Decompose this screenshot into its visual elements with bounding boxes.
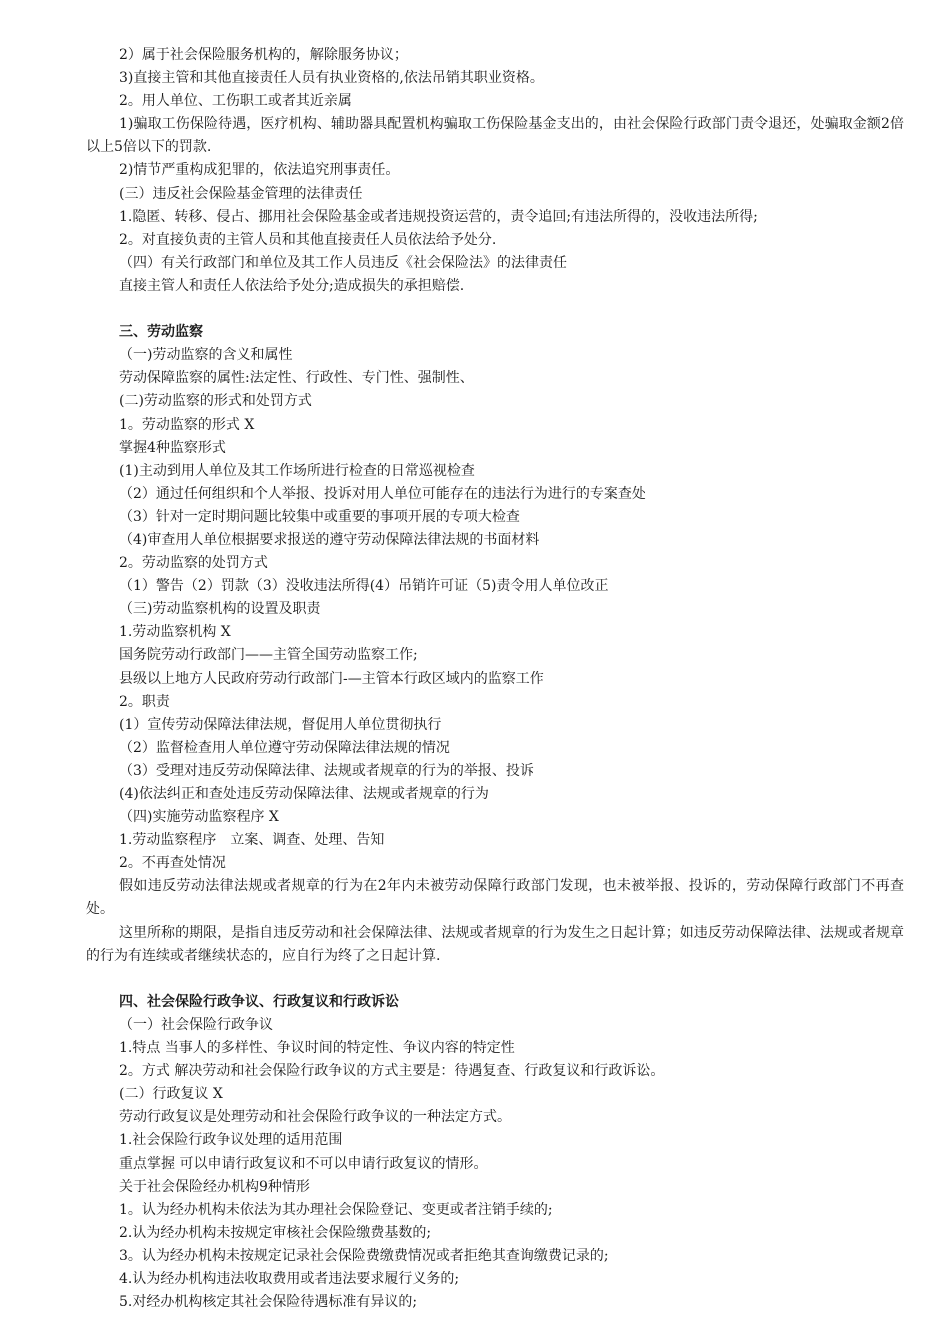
text-line: 1。认为经办机构未依法为其办理社会保险登记、变更或者注销手续的; [119, 1201, 553, 1218]
text-line: 2。对直接负责的主管人员和其他直接责任人员依法给予处分. [119, 231, 497, 248]
text-line: (三）违反社会保险基金管理的法律责任 [119, 185, 363, 202]
text-line: （2）通过任何组织和个人举报、投诉对用人单位可能存在的违法行为进行的专案查处 [119, 485, 646, 502]
text-line: (二）行政复议 X [119, 1086, 223, 1103]
text-line: 2。用人单位、工伤职工或者其近亲属 [119, 93, 352, 110]
text-line: (1）宣传劳动保障法律法规，督促用人单位贯彻执行 [119, 716, 442, 733]
text-line: 4.认为经办机构违法收取费用或者违法要求履行义务的; [119, 1270, 460, 1287]
text-line: （三)劳动监察机构的设置及职责 [119, 601, 321, 618]
text-line: 直接主管人和责任人依法给予处分;造成损失的承担赔偿. [119, 277, 465, 294]
text-line: 1。劳动监察的形式 X [119, 416, 255, 433]
text-line: 重点掌握 可以申请行政复议和不可以申请行政复议的情形。 [119, 1155, 488, 1172]
text-line: 掌握4种监察形式 [119, 439, 226, 456]
text-line: （一)劳动监察的含义和属性 [119, 347, 293, 364]
text-line: 1.劳动监察机构 X [119, 624, 231, 641]
text-line: （四）有关行政部门和单位及其工作人员违反《社会保险法》的法律责任 [119, 254, 567, 271]
text-line: (4)依法纠正和查处违反劳动保障法律、法规或者规章的行为 [119, 786, 489, 802]
text-line: 2）属于社会保险服务机构的，解除服务协议； [119, 47, 408, 63]
text-line: 2)情节严重构成犯罪的，依法追究刑事责任。 [119, 162, 400, 179]
text-line: 国务院劳动行政部门——主管全国劳动监察工作; [119, 647, 418, 664]
text-line: 1.劳动监察程序 立案、调查、处理、告知 [119, 832, 385, 849]
text-line: 2。方式 解决劳动和社会保险行政争议的方式主要是：待遇复查、行政复议和行政诉讼。 [119, 1063, 665, 1080]
text-paragraph: 这里所称的期限，是指自违反劳动和社会保障法律、法规或者规章的行为发生之日起计算；如违反劳动保障法律、法规或者规章的行为有连续或者继续状态的，应自行为终了之日起计算. [86, 924, 904, 964]
text-line: (1)主动到用人单位及其工作场所进行检查的日常巡视检查 [119, 462, 475, 479]
text-line: 2.认为经办机构未按规定审核社会保险缴费基数的; [119, 1224, 432, 1241]
text-line: （3）受理对违反劳动保障法律、法规或者规章的行为的举报、投诉 [119, 762, 534, 779]
text-line: 劳动保障监察的属性:法定性、行政性、专门性、强制性、 [119, 370, 474, 387]
text-line: （2）监督检查用人单位遵守劳动保障法律法规的情况 [119, 739, 450, 756]
text-line: 1.隐匿、转移、侵占、挪用社会保险基金或者违规投资运营的，责令追回;有违法所得的，没收违法所得; [119, 208, 758, 225]
text-line: 1.特点 当事人的多样性、争议时间的特定性、争议内容的特定性 [119, 1040, 515, 1057]
text-line: （1）警告（2）罚款（3）没收违法所得(4）吊销许可证（5)责令用人单位改正 [119, 578, 609, 595]
text-paragraph: 假如违反劳动法律法规或者规章的行为在2年内未被劳动保障行政部门发现，也未被举报、投诉的，劳动保障行政部门不再查处。 [86, 878, 904, 918]
text-line: 劳动行政复议是处理劳动和社会保险行政争议的一种法定方式。 [119, 1109, 511, 1126]
blank-line [86, 298, 904, 321]
text-paragraph: 1)骗取工伤保险待遇，医疗机构、辅助器具配置机构骗取工伤保险基金支出的，由社会保险行政部门责令退还，处骗取金额2倍以上5倍以下的罚款. [86, 116, 904, 156]
text-line: 2。劳动监察的处罚方式 [119, 555, 268, 572]
text-line: （4)审查用人单位根据要求报送的遵守劳动保障法律法规的书面材料 [119, 531, 540, 548]
text-line: 2。职责 [119, 693, 170, 710]
text-line: （四)实施劳动监察程序 X [119, 809, 279, 826]
text-line: (二)劳动监察的形式和处罚方式 [119, 393, 312, 410]
text-line: （3）针对一定时期问题比较集中或重要的事项开展的专项大检查 [119, 508, 520, 525]
text-line: 1.社会保险行政争议处理的适用范围 [119, 1132, 343, 1149]
text-line: 2。不再查处情况 [119, 855, 226, 872]
section-heading: 三、劳动监察 [119, 324, 203, 341]
text-line: 3)直接主管和其他直接责任人员有执业资格的,依法吊销其职业资格。 [119, 70, 544, 87]
section-heading: 四、社会保险行政争议、行政复议和行政诉讼 [119, 993, 399, 1010]
blank-line [86, 968, 904, 991]
text-line: 县级以上地方人民政府劳动行政部门-—主管本行政区域内的监察工作 [119, 670, 544, 687]
text-line: 关于社会保险经办机构9种情形 [119, 1178, 310, 1195]
text-line: 5.对经办机构核定其社会保险待遇标准有异议的; [119, 1294, 418, 1311]
text-line: （一）社会保险行政争议 [119, 1016, 273, 1033]
text-line: 3。认为经办机构未按规定记录社会保险费缴费情况或者拒绝其查询缴费记录的; [119, 1247, 609, 1264]
